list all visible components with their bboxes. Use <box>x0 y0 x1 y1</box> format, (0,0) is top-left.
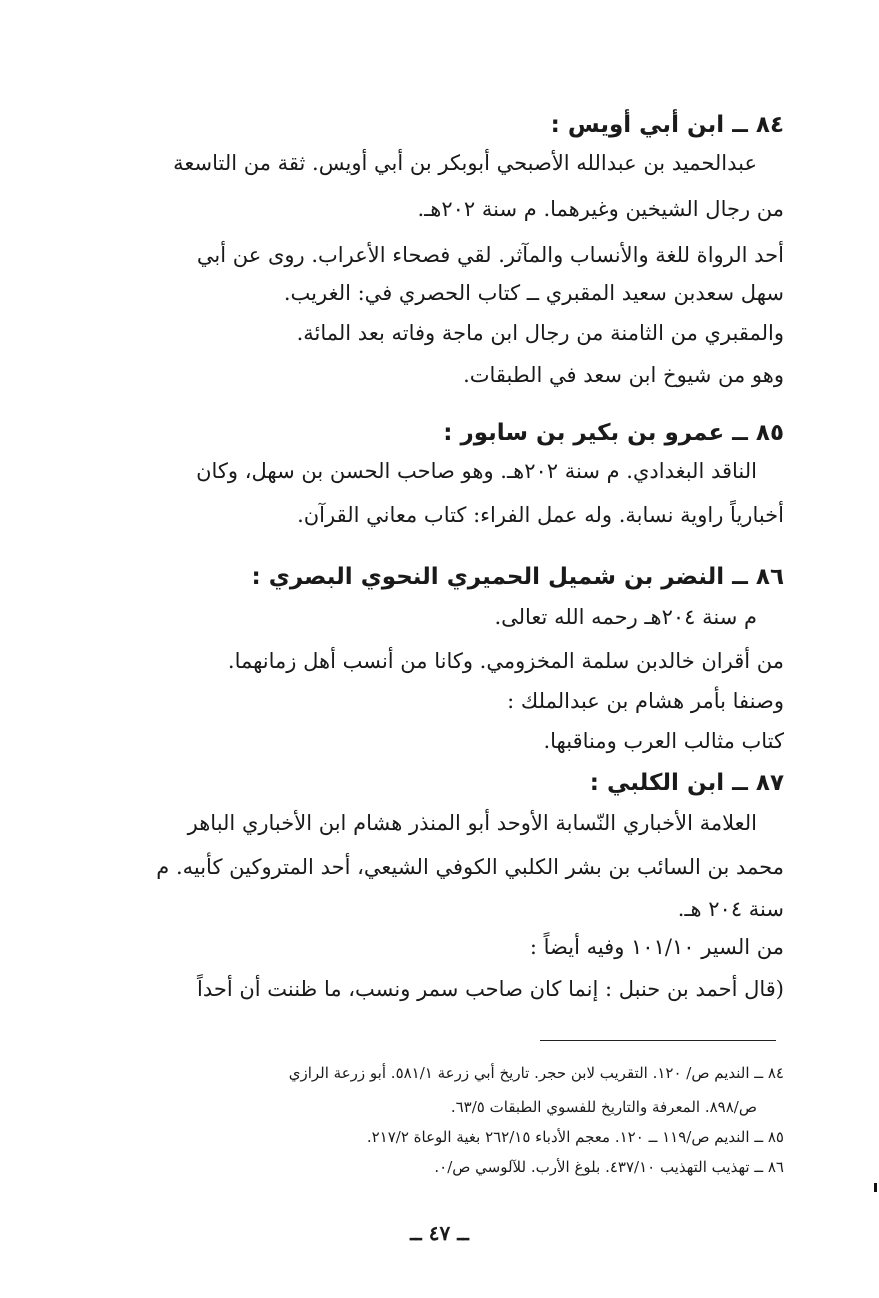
entry-84-heading: ٨٤ ــ ابن أبي أويس : <box>550 112 784 138</box>
entry-86-line: وصنفا بأمر هشام بن عبدالملك : <box>507 689 784 713</box>
footnote-84: ٨٤ ــ النديم ص/ ١٢٠. التقريب لابن حجر. تاريخ أبي زرعة ٥٨١/١. أبو زرعة الرازي <box>288 1064 784 1082</box>
entry-87-heading: ٨٧ ــ ابن الكلبي : <box>589 770 784 796</box>
entry-84-line: والمقبري من الثامنة من رجال ابن ماجة وفاته بعد المائة. <box>296 321 784 345</box>
entry-84-line: عبدالحميد بن عبدالله الأصبحي أبوبكر بن أبي أويس. ثقة من التاسعة <box>173 151 757 175</box>
entry-84-line: وهو من شيوخ ابن سعد في الطبقات. <box>463 363 784 387</box>
entry-87-line: العلامة الأخباري النّسابة الأوحد أبو المنذر هشام ابن الأخباري الباهر <box>187 811 757 835</box>
footnote-separator <box>540 1040 776 1041</box>
footnote-85: ٨٥ ــ النديم ص/١١٩ ــ ١٢٠. معجم الأدباء ٢٦٢/١٥ بغية الوعاة ٢١٧/٢. <box>366 1128 784 1146</box>
entry-86-line: من أقران خالدبن سلمة المخزومي. وكانا من أنسب أهل زمانهما. <box>227 649 784 673</box>
entry-86-line: م سنة ٢٠٤هـ رحمه الله تعالى. <box>494 605 757 629</box>
entry-87-line: (قال أحمد بن حنبل : إنما كان صاحب سمر ونسب، ما ظننت أن أحداً <box>196 977 784 1001</box>
entry-85-heading: ٨٥ ــ عمرو بن بكير بن سابور : <box>443 420 784 446</box>
entry-86-heading: ٨٦ ــ النضر بن شميل الحميري النحوي البصري : <box>251 564 784 590</box>
page-number: ــ ٤٧ ــ <box>410 1221 469 1245</box>
entry-84-line: أحد الرواة للغة والأنساب والمآثر. لقي فصحاء الأعراب. روى عن أبي <box>196 243 784 267</box>
footnote-86: ٨٦ ــ تهذيب التهذيب ٤٣٧/١٠. بلوغ الأرب. للآلوسي ص/٠. <box>434 1158 784 1176</box>
entry-87-line: سنة ٢٠٤ هـ. <box>677 897 784 921</box>
footnote-84-continued: ص/٨٩٨. المعرفة والتاريخ للفسوي الطبقات ٦٣/٥. <box>450 1098 757 1116</box>
entry-85-line: أخبارياً راوية نسابة. وله عمل الفراء: كتاب معاني القرآن. <box>297 503 784 527</box>
entry-84-line: من رجال الشيخين وغيرهما. م سنة ٢٠٢هـ. <box>417 197 784 221</box>
entry-85-line: الناقد البغدادي. م سنة ٢٠٢هـ. وهو صاحب الحسن بن سهل، وكان <box>196 459 757 483</box>
entry-84-line: سهل سعدبن سعيد المقبري ــ كتاب الحصري في: الغريب. <box>283 281 784 305</box>
scan-mark <box>874 1183 877 1192</box>
entry-86-line: كتاب مثالب العرب ومناقبها. <box>543 729 784 753</box>
entry-87-line: محمد بن السائب بن بشر الكلبي الكوفي الشيعي، أحد المتروكين كأبيه. م <box>156 855 784 879</box>
entry-87-line: من السير ١٠١/١٠ وفيه أيضاً : <box>529 935 784 959</box>
